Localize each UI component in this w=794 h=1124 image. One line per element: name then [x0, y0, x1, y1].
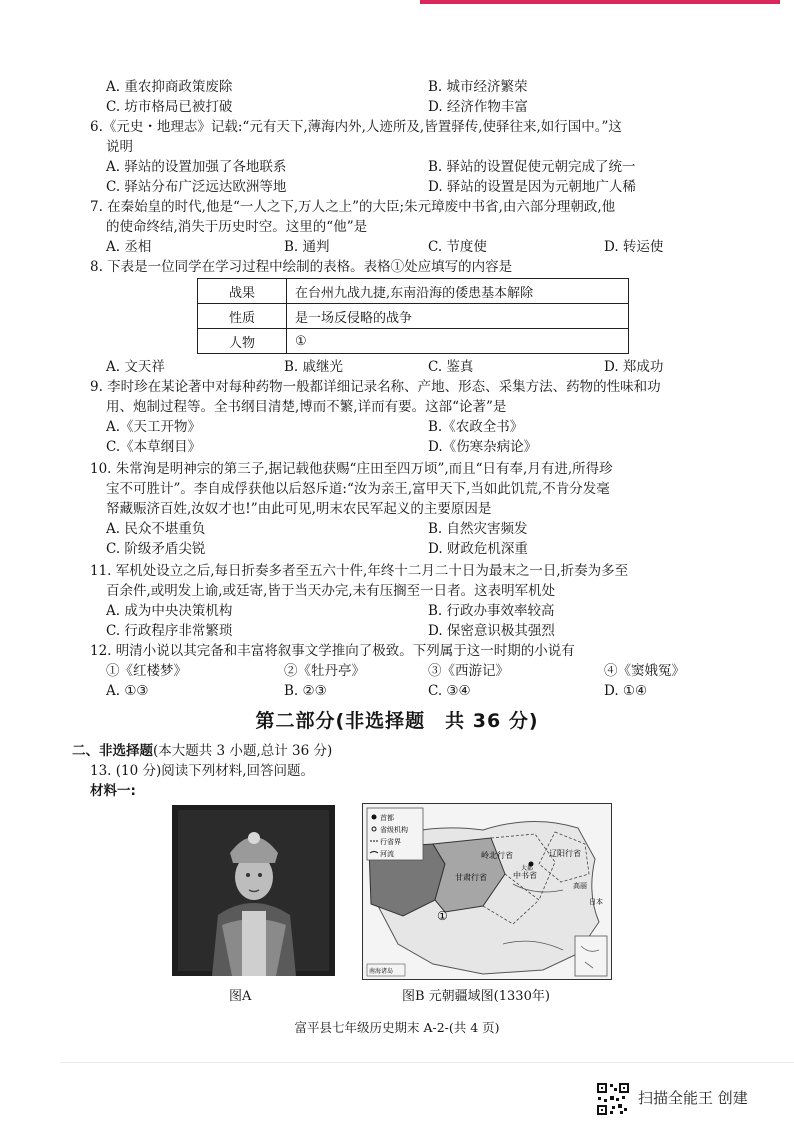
figure-a-portrait — [172, 805, 335, 976]
q8-stem: 8. 下表是一位同学在学习过程中绘制的表格。表格①处应填写的内容是 — [90, 259, 513, 275]
q5-option-d: D. 经济作物丰富 — [428, 99, 528, 115]
q10-option-a: A. 民众不堪重负 — [106, 521, 206, 537]
figure-a-caption: 图A — [229, 989, 252, 1004]
q8-option-b: B. 戚继光 — [284, 359, 344, 375]
q12-item-1: ①《红楼梦》 — [106, 663, 187, 679]
map-label: 岭北行省 — [481, 851, 513, 860]
scanner-watermark: 扫描全能王 创建 — [638, 1089, 748, 1107]
q7-option-d: D. 转运使 — [604, 239, 664, 255]
part2-heading-note: (本大题共 3 小题,总计 36 分) — [153, 743, 333, 759]
q7-stem-line1: 7. 在秦始皇的时代,他是“一人之下,万人之上”的大臣;朱元璋废中书省,由六部分理朝政,他 — [90, 199, 616, 215]
q11-option-a: A. 成为中央决策机构 — [106, 603, 233, 619]
q11-option-c: C. 行政程序非常繁琐 — [106, 623, 233, 639]
q12-option-c: C. ③④ — [428, 683, 471, 699]
q10-option-b: B. 自然灾害频发 — [428, 521, 528, 537]
table-row — [198, 329, 629, 354]
map-inset — [575, 936, 607, 976]
map-legend-item: 行省界 — [380, 838, 401, 846]
q7-option-b: B. 通判 — [284, 239, 330, 255]
top-color-strip — [420, 0, 780, 4]
material-one-label: 材料一: — [90, 783, 136, 799]
q5-option-a: A. 重农抑商政策废除 — [106, 79, 233, 95]
figure-b-caption: 图B 元朝疆域图(1330年) — [402, 989, 550, 1004]
q12-item-4: ④《窦娥冤》 — [604, 663, 685, 679]
q9-stem-line1: 9. 李时珍在某论著中对每种药物一般都详细记录名称、产地、形态、采集方法、药物的性味和功 — [90, 379, 661, 395]
q12-option-b: B. ②③ — [284, 683, 327, 699]
q12-item-3: ③《西游记》 — [428, 663, 509, 679]
q7-option-a: A. 丞相 — [106, 239, 152, 255]
yuan-territory-map — [363, 804, 611, 979]
q9-option-b: B.《农政全书》 — [428, 419, 524, 435]
q10-option-d: D. 财政危机深重 — [428, 541, 528, 557]
q7-stem-line2: 的使命终结,消失于历史时空。这里的“他”是 — [106, 219, 368, 235]
map-label: 日本 — [589, 898, 603, 906]
legend-capital-icon — [372, 815, 377, 820]
table-cell-key: 战果 — [198, 279, 287, 304]
table-cell-key: 人物 — [198, 329, 287, 354]
map-label-marker: ① — [437, 909, 448, 923]
part2-title: 第二部分(非选择题 共 36 分) — [255, 710, 539, 732]
map-inset-label: 南海诸岛 — [369, 968, 394, 975]
q10-option-c: C. 阶级矛盾尖锐 — [106, 541, 206, 557]
portrait-image — [172, 805, 335, 976]
map-label: 中书省 — [513, 871, 537, 880]
q9-option-c: C.《本草纲目》 — [106, 439, 202, 455]
q10-stem-line2: 宝不可胜计”。李自成俘获他以后怒斥道:“汝为亲王,富甲天下,当如此饥荒,不肯分发毫 — [106, 481, 610, 497]
q9-stem-line2: 用、炮制过程等。全书纲目清楚,博而不繁,详而有要。这部“论著”是 — [106, 399, 507, 415]
part2-heading — [72, 742, 332, 760]
part2-heading-label: 二、非选择题 — [72, 743, 153, 759]
map-label: 甘肃行省 — [455, 873, 487, 882]
qr-code-icon — [596, 1082, 630, 1116]
q5-option-c: C. 坊市格局已被打破 — [106, 99, 233, 115]
map-label: 辽阳行省 — [549, 849, 581, 858]
footer-divider — [60, 1062, 794, 1063]
q6-option-c: C. 驿站分布广泛远达欧洲等地 — [106, 179, 287, 195]
table-cell-value: 在台州九战九捷,东南沿海的倭患基本解除 — [287, 279, 629, 304]
q12-option-a: A. ①③ — [106, 683, 149, 699]
q8-table — [197, 278, 629, 354]
table-row — [198, 279, 629, 304]
table-cell-value: 是一场反侵略的战争 — [287, 304, 629, 329]
figure-b-map — [362, 803, 612, 980]
table-cell-key: 性质 — [198, 304, 287, 329]
q8-option-d: D. 郑成功 — [604, 359, 664, 375]
map-label: 大都 — [521, 865, 534, 872]
map-legend-item: 省级机构 — [380, 826, 408, 834]
q11-stem-line2: 百余件,或明发上谕,或廷寄,皆于当天办完,未有压搁至一日者。这表明军机处 — [106, 583, 556, 599]
map-label: 高丽 — [573, 882, 587, 890]
q6-option-b: B. 驿站的设置促使元朝完成了统一 — [428, 159, 636, 175]
q7-option-c: C. 节度使 — [428, 239, 487, 255]
q12-stem: 12. 明清小说以其完备和丰富将叙事文学推向了极致。下列属于这一时期的小说有 — [90, 643, 575, 659]
q8-option-a: A. 文天祥 — [106, 359, 165, 375]
q5-option-b: B. 城市经济繁荣 — [428, 79, 528, 95]
q11-option-b: B. 行政办事效率较高 — [428, 603, 555, 619]
q6-option-a: A. 驿站的设置加强了各地联系 — [106, 159, 287, 175]
page-footer: 富平县七年级历史期末 A-2-(共 4 页) — [294, 1020, 500, 1035]
map-legend-item: 首都 — [380, 814, 394, 822]
q6-option-d: D. 驿站的设置是因为元朝地广人稀 — [428, 179, 636, 195]
q12-option-d: D. ①④ — [604, 683, 648, 699]
q6-stem-line1: 6.《元史・地理志》记载:“元有天下,薄海内外,人迹所及,皆置驿传,使驿往来,如行国中。”这 — [90, 119, 622, 135]
table-row — [198, 304, 629, 329]
q10-stem-line1: 10. 朱常洵是明神宗的第三子,据记载他获赐“庄田至四万顷”,而且“日有奉,月有进,所得珍 — [90, 461, 613, 477]
q13-stem: 13. (10 分)阅读下列材料,回答问题。 — [90, 763, 315, 779]
map-legend-item: 河流 — [380, 850, 394, 858]
q11-stem-line1: 11. 军机处设立之后,每日折奏多者至五六十件,年终十二月二十日为最末之一日,折奏为多至 — [90, 563, 629, 579]
q8-option-c: C. 鉴真 — [428, 359, 474, 375]
q9-option-a: A.《天工开物》 — [106, 419, 202, 435]
q11-option-d: D. 保密意识极其强烈 — [428, 623, 555, 639]
table-cell-value: ① — [287, 329, 629, 354]
q9-option-d: D.《伤寒杂病论》 — [428, 439, 538, 455]
q6-stem-line2: 说明 — [106, 139, 133, 155]
q10-stem-line3: 帑藏赈济百姓,汝奴才也!”由此可见,明末农民军起义的主要原因是 — [106, 501, 492, 517]
q12-item-2: ②《牡丹亭》 — [284, 663, 365, 679]
